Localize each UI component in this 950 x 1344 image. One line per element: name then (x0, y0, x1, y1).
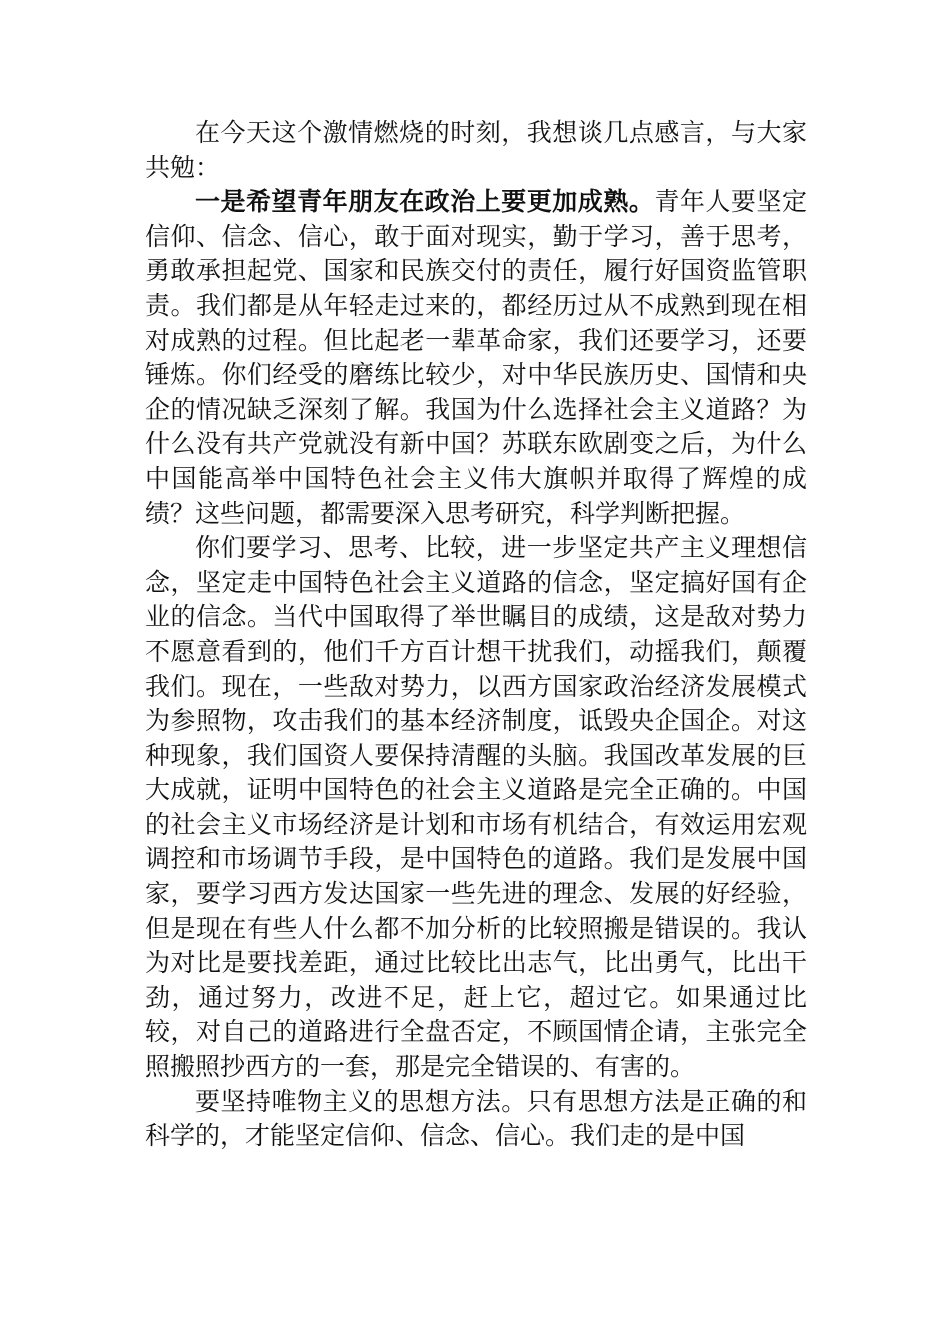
paragraph-point-one (145, 185, 807, 531)
paragraph-text: 你们要学习、思考、比较，进一步坚定共产主义理想信念，坚定走中国特色社会主义道路的信念，坚定搞好国有企业的信念。当代中国取得了举世瞩目的成绩，这是敌对势力不愿意看到的，他们千方百计想干扰我们，动摇我们，颠覆我们。现在，一些敌对势力，以西方国家政治经济发展模式为参照物，攻击我们的基本经济制度，诋毁央企国企。对这种现象，我们国资人要保持清醒的头脑。我国改革发展的巨大成就，证明中国特色的社会主义道路是完全正确的。中国的社会主义市场经济是计划和市场有机结合，有效运用宏观调控和市场调节手段，是中国特色的道路。我们是发展中国家，要学习西方发达国家一些先进的理念、发展的好经验，但是现在有些人什么都不加分析的比较照搬是错误的。我认为对比是要找差距，通过比较比出志气，比出勇气，比出干劲，通过努力，改进不足，赶上它，超过它。如果通过比较，对自己的道路进行全盘否定，不顾国情企请，主张完全照搬照抄西方的一套，那是完全错误的、有害的。 (145, 533, 807, 1082)
document-body (145, 116, 807, 1154)
paragraph-text: 在今天这个激情燃烧的时刻，我想谈几点感言，与大家共勉： (145, 118, 807, 182)
paragraph-beliefs (145, 531, 807, 1085)
paragraph-intro (145, 116, 807, 185)
paragraph-text: 要坚持唯物主义的思想方法。只有思想方法是正确的和科学的，才能坚定信仰、信念、信心。我们走的是中国 (145, 1086, 807, 1151)
paragraph-lead: 一是希望青年朋友在政治上要更加成熟。 (195, 187, 655, 217)
paragraph-materialism (145, 1085, 807, 1154)
paragraph-text: 青年人要坚定信仰、信念、信心，敢于面对现实，勤于学习，善于思考，勇敢承担起党、国家和民族交付的责任，履行好国资监管职责。我们都是从年轻走过来的，都经历过从不成熟到现在相对成熟的过程。但比起老一辈革命家，我们还要学习，还要锤炼。你们经受的磨练比较少，对中华民族历史、国情和央企的情况缺乏深刻了解。我国为什么选择社会主义道路？为什么没有共产党就没有新中国？苏联东欧剧变之后，为什么中国能高举中国特色社会主义伟大旗帜并取得了辉煌的成绩？这些问题，都需要深入思考研究，科学判断把握。 (145, 187, 807, 528)
